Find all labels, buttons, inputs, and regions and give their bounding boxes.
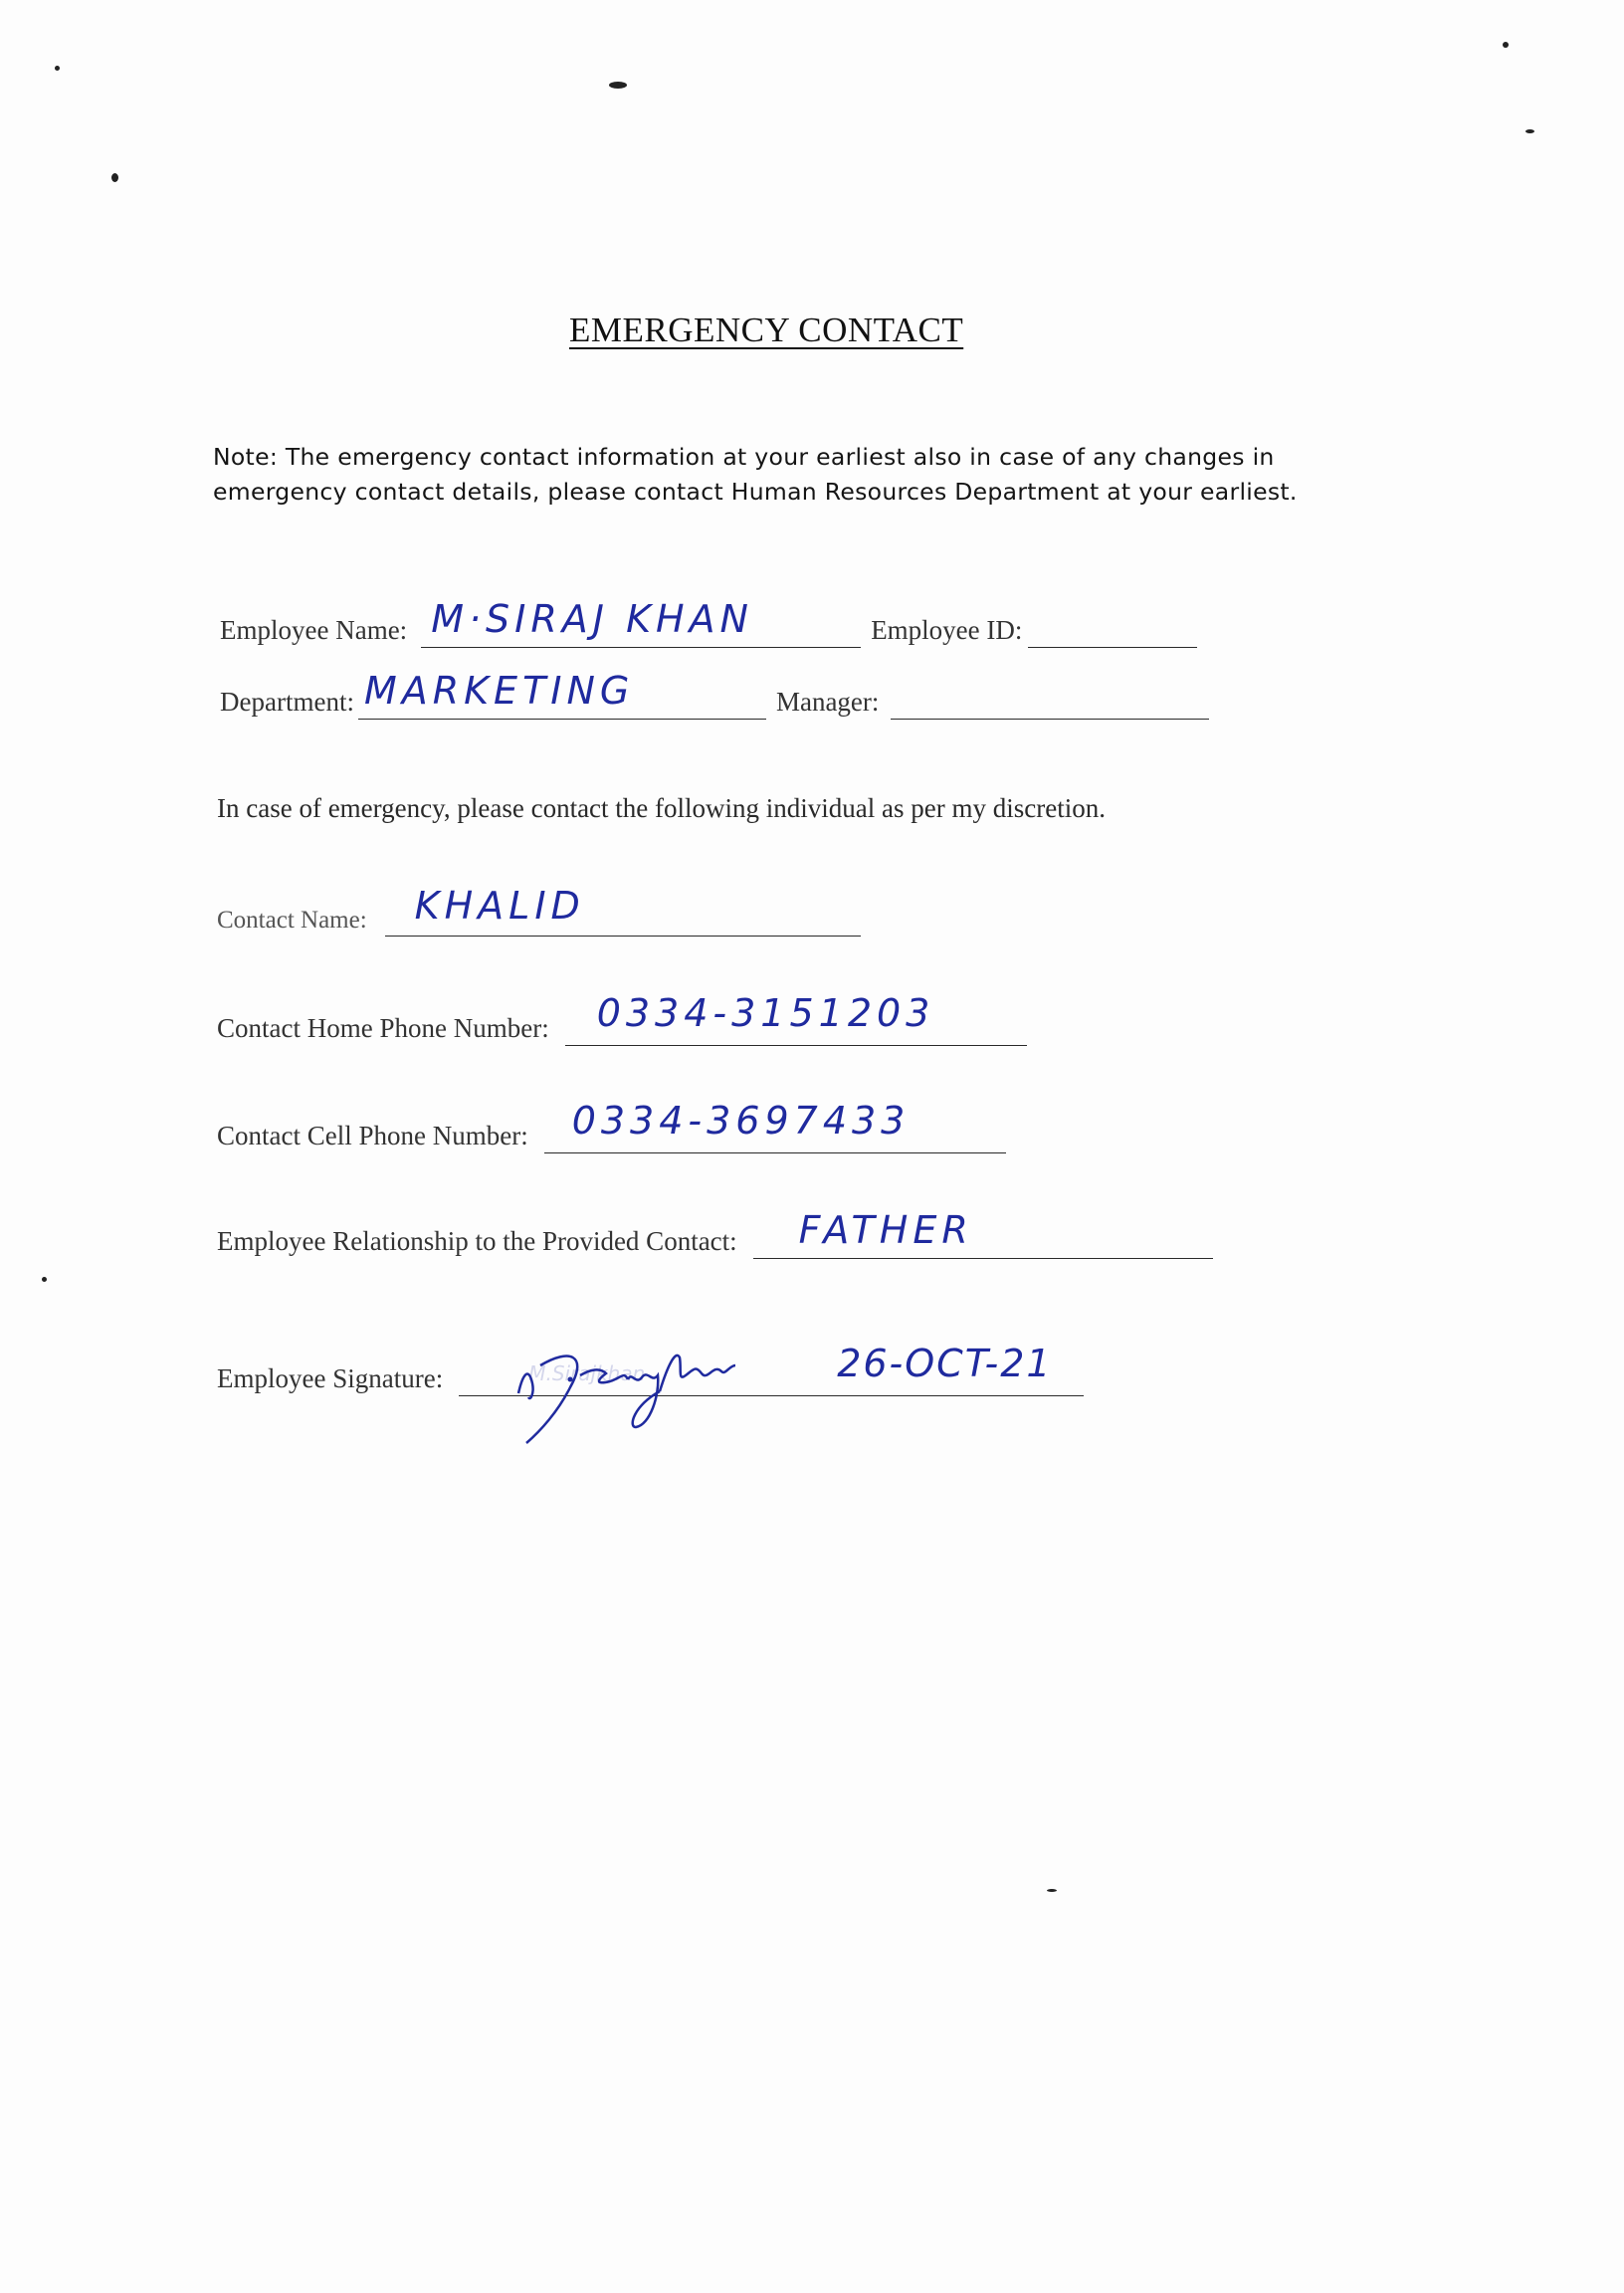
scan-speck bbox=[609, 82, 627, 89]
form-note: Note: The emergency contact information at your earliest also in case of any changes in emergency contact details, please contact Human Resources Department at your earliest. bbox=[213, 443, 1298, 506]
contact-name-field[interactable] bbox=[385, 884, 861, 937]
relationship-label: Employee Relationship to the Provided Contact: bbox=[217, 1226, 737, 1256]
employee-name-field[interactable] bbox=[421, 597, 861, 648]
cell-phone-field[interactable] bbox=[544, 1099, 1006, 1153]
signature-text: M.Sirajkhan bbox=[528, 1361, 646, 1385]
scan-speck bbox=[111, 173, 118, 182]
department-value: MARKETING bbox=[363, 669, 635, 713]
employee-id-label: Employee ID: bbox=[871, 615, 1023, 645]
signature-scribble bbox=[510, 1336, 809, 1445]
contact-name-label: Contact Name: bbox=[217, 907, 367, 934]
home-phone-row bbox=[217, 991, 1027, 1046]
home-phone-value: 0334-3151203 bbox=[596, 991, 935, 1035]
signature-row bbox=[217, 1340, 1084, 1396]
relationship-row bbox=[217, 1210, 1213, 1259]
cell-phone-value: 0334-3697433 bbox=[571, 1099, 911, 1143]
home-phone-field[interactable] bbox=[565, 991, 1027, 1046]
home-phone-label: Contact Home Phone Number: bbox=[217, 1013, 549, 1043]
department-field[interactable] bbox=[358, 669, 766, 720]
employee-name-label: Employee Name: bbox=[220, 615, 408, 645]
signature-date: 26-OCT-21 bbox=[837, 1342, 1053, 1385]
contact-name-value: KHALID bbox=[414, 884, 585, 928]
employee-name-value: M·SIRAJ KHAN bbox=[431, 597, 753, 641]
intro-text: In case of emergency, please contact the following individual as per my discretion. bbox=[217, 793, 1106, 823]
scan-speck bbox=[42, 1277, 47, 1282]
scan-speck bbox=[55, 66, 60, 71]
scan-speck bbox=[1047, 1889, 1057, 1892]
cell-phone-label: Contact Cell Phone Number: bbox=[217, 1121, 528, 1150]
cell-phone-row bbox=[217, 1099, 1006, 1153]
form-title: EMERGENCY CONTACT bbox=[569, 311, 964, 349]
scan-speck bbox=[1525, 129, 1534, 133]
manager-field[interactable] bbox=[891, 675, 1209, 720]
relationship-value: FATHER bbox=[798, 1208, 973, 1252]
manager-label: Manager: bbox=[775, 687, 880, 717]
department-label: Department: bbox=[220, 687, 354, 717]
scan-speck bbox=[1503, 42, 1509, 48]
employee-id-field[interactable] bbox=[1028, 603, 1197, 648]
employee-name-row bbox=[220, 597, 1197, 648]
signature-field[interactable] bbox=[459, 1340, 1084, 1396]
relationship-field[interactable] bbox=[753, 1210, 1213, 1259]
department-row bbox=[220, 669, 1209, 720]
signature-label: Employee Signature: bbox=[217, 1363, 444, 1393]
contact-name-row bbox=[217, 884, 861, 937]
